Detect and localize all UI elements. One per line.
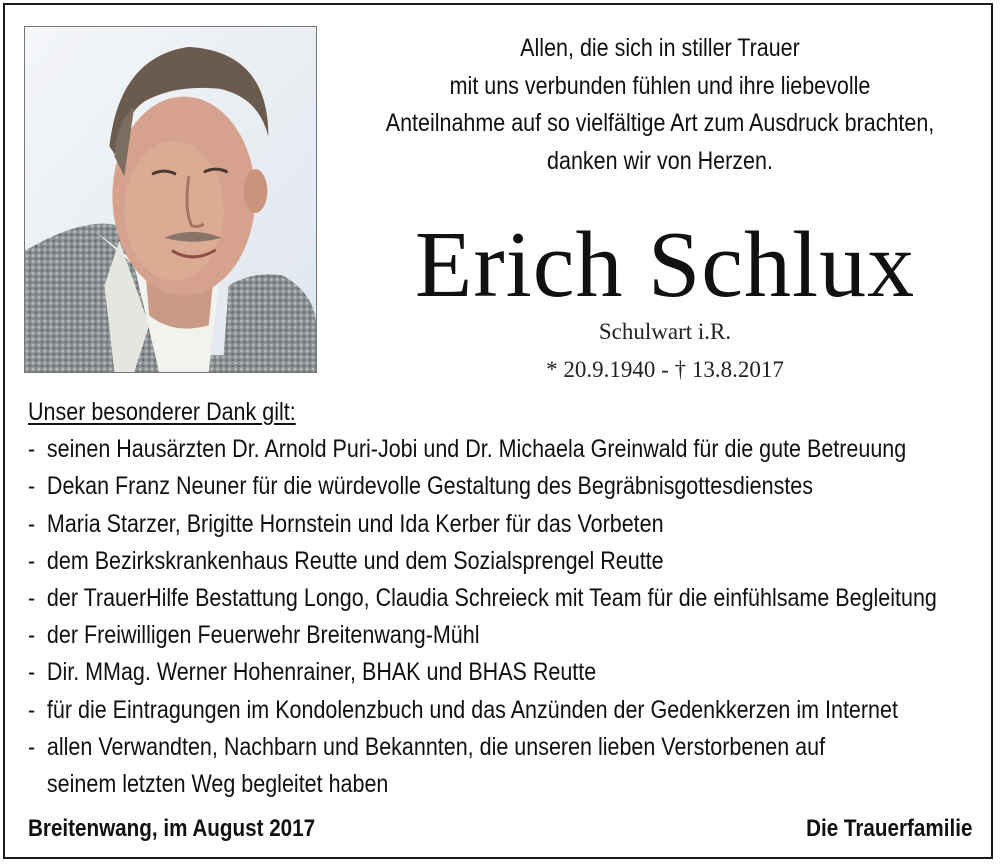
list-item-text-continued: seinem letzten Weg begleitet haben	[46, 770, 389, 799]
dash-bullet: -	[28, 472, 36, 501]
list-item-text: Dir. MMag. Werner Hohenrainer, BHAK und BHAS Reutte	[46, 658, 597, 687]
list-item-text: der TrauerHilfe Bestattung Longo, Claudia Schreieck mit Team für die einfühlsame Begleitung	[46, 584, 937, 613]
place-and-date: Breitenwang, im August 2017	[28, 815, 316, 842]
list-item-text: seinen Hausärzten Dr. Arnold Puri-Jobi und Dr. Michaela Greinwald für die gute Betreuung	[46, 435, 907, 464]
list-item	[28, 580, 937, 617]
thanks-section	[28, 394, 937, 803]
intro-text	[376, 30, 944, 180]
signature: Die Trauerfamilie	[805, 815, 972, 842]
dash-bullet: -	[28, 621, 36, 650]
dash-bullet: -	[28, 509, 36, 538]
dash-bullet: -	[28, 658, 36, 687]
dash-bullet: -	[28, 435, 36, 464]
list-item-text: allen Verwandten, Nachbarn und Bekannten, die unseren lieben Verstorbenen auf	[46, 732, 826, 761]
thanks-heading: Unser besonderer Dank gilt:	[28, 398, 296, 426]
intro-line: danken wir von Herzen.	[547, 146, 773, 175]
list-item-text: dem Bezirkskrankenhaus Reutte und dem Sozialsprengel Reutte	[46, 546, 664, 575]
list-item-text: Dekan Franz Neuner für die würdevolle Gestaltung des Begräbnisgottesdienstes	[46, 472, 814, 501]
list-item-text: für die Eintragungen im Kondolenzbuch und das Anzünden der Gedenkkerzen im Internet	[46, 695, 898, 724]
dash-bullet: -	[28, 732, 36, 761]
list-item-text: Maria Starzer, Brigitte Hornstein und Ida Kerber für das Vorbeten	[46, 509, 664, 538]
list-item	[28, 506, 845, 543]
list-item	[28, 617, 845, 654]
life-dates: * 20.9.1940 - † 13.8.2017	[546, 357, 784, 382]
list-item	[28, 543, 845, 580]
intro-line: Allen, die sich in stiller Trauer	[520, 34, 800, 62]
intro-line: Anteilnahme auf so vielfältige Art zum Ausdruck brachten,	[385, 109, 935, 137]
dash-bullet: -	[28, 546, 36, 575]
portrait-photo	[24, 26, 317, 373]
list-item	[28, 431, 907, 468]
list-item	[28, 692, 898, 729]
intro-line: mit uns verbunden fühlen und ihre liebevolle	[449, 71, 871, 100]
list-item	[28, 654, 845, 691]
list-item	[28, 468, 845, 505]
deceased-name: Erich Schlux	[414, 213, 916, 317]
thanks-list	[28, 431, 937, 803]
list-item	[28, 729, 845, 803]
dash-bullet: -	[28, 695, 36, 724]
deceased-title: Schulwart i.R.	[598, 319, 732, 344]
dash-bullet: -	[28, 584, 36, 613]
list-item-text: der Freiwilligen Feuerwehr Breitenwang-Mühl	[46, 621, 480, 650]
